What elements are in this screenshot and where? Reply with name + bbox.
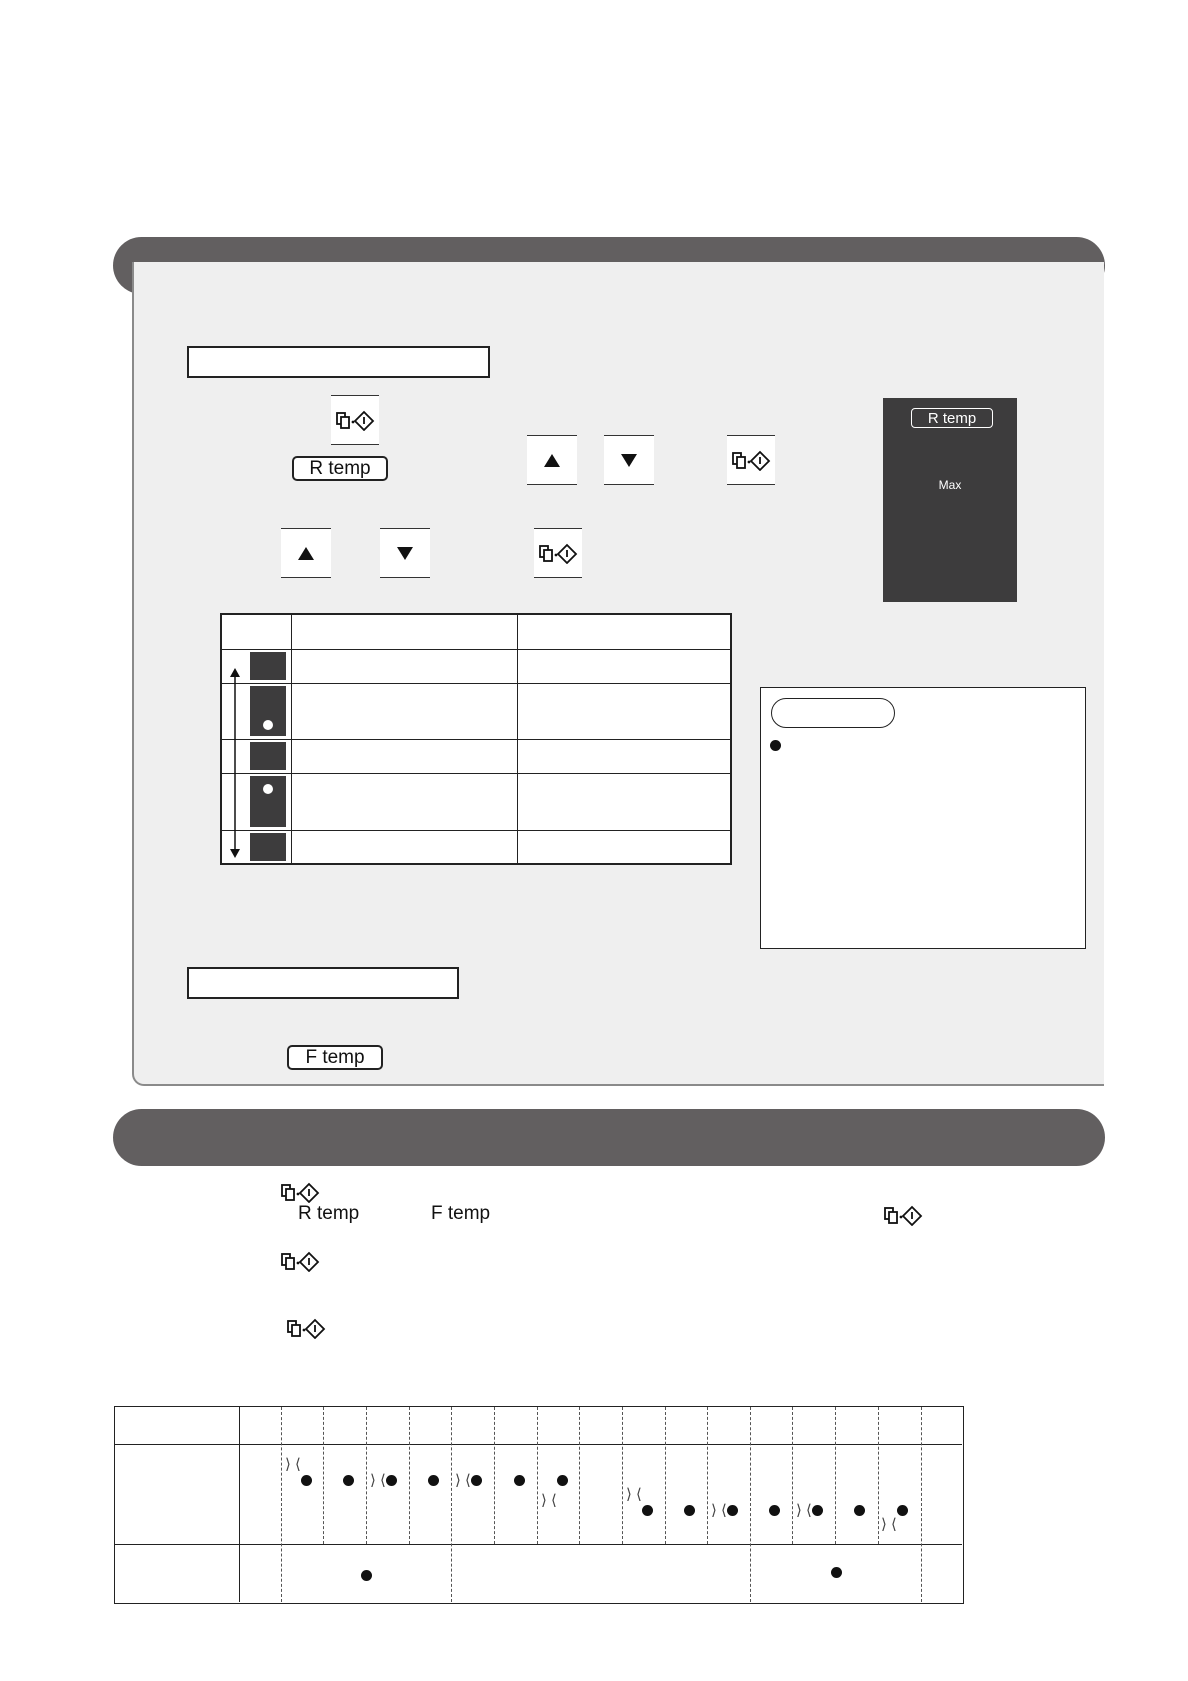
level-indicator-5 [250,833,286,861]
indicator-dot [897,1505,908,1516]
indicator-dot [343,1475,354,1486]
indicator-dot [386,1475,397,1486]
control-display [883,398,1017,602]
copy-start-icon [335,409,375,431]
up-arrow-icon [544,454,560,467]
level-indicator-2 [250,686,286,736]
r-temp-text: R temp [298,1203,360,1224]
copy-start-icon [883,1204,927,1226]
blink-icon: ⟩ ⟨ [541,1492,557,1509]
indicator-dot [812,1505,823,1516]
f-temp-text: F temp [431,1203,491,1224]
subheading-box-2 [187,967,459,999]
start-key[interactable] [331,395,379,445]
level-table [220,613,732,865]
blink-icon: ⟩ ⟨ [881,1516,897,1533]
start-key-2[interactable] [727,435,775,485]
indicator-dot [301,1475,312,1486]
indicator-dot [471,1475,482,1486]
r-temp-key[interactable]: R temp [292,456,388,481]
blink-icon: ⟩ ⟨ [370,1472,386,1489]
up-key-2[interactable] [281,528,331,578]
indicator-dot [854,1505,865,1516]
down-key-1[interactable] [604,435,654,485]
blink-icon: ⟩ ⟨ [711,1502,727,1519]
indicator-dot [769,1505,780,1516]
start-key-3[interactable] [534,528,582,578]
blink-icon: ⟩ ⟨ [455,1472,471,1489]
down-arrow-icon [397,547,413,560]
copy-start-icon [731,449,771,471]
indicator-dot [684,1505,695,1516]
level-indicator-1 [250,652,286,680]
up-key-1[interactable] [527,435,577,485]
up-arrow-icon [298,547,314,560]
f-temp-key[interactable]: F temp [287,1045,383,1070]
note-box [760,687,1086,949]
indicator-dot [428,1475,439,1486]
copy-start-icon [538,542,578,564]
blink-icon: ⟩ ⟨ [796,1502,812,1519]
display-r-temp-label: R temp [911,408,993,428]
copy-start-icon [280,1181,324,1203]
down-arrow-icon [621,454,637,467]
copy-start-icon [280,1250,324,1272]
blink-icon: ⟩ ⟨ [285,1456,301,1473]
level-indicator-4 [250,776,286,827]
bullet-icon [770,740,781,751]
copy-start-icon [286,1317,330,1339]
status-table [114,1406,964,1604]
down-key-2[interactable] [380,528,430,578]
note-label [771,698,895,728]
subheading-box-1 [187,346,490,378]
indicator-dot [361,1570,372,1581]
display-level-text: Max [938,478,962,492]
indicator-dot [642,1505,653,1516]
indicator-dot [831,1567,842,1578]
range-arrow [228,667,242,859]
indicator-dot [514,1475,525,1486]
indicator-dot [727,1505,738,1516]
level-indicator-3 [250,742,286,770]
section-header-2 [113,1109,1105,1166]
indicator-dot [557,1475,568,1486]
blink-icon: ⟩ ⟨ [626,1486,642,1503]
